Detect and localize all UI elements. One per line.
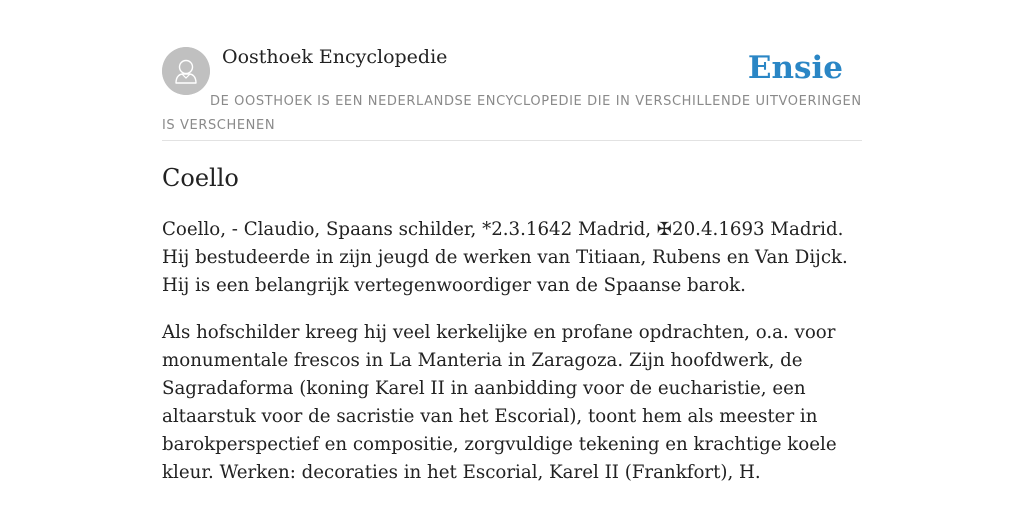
- source-description: DE OOSTHOEK IS EEN NEDERLANDSE ENCYCLOPEDIE DIE IN VERSCHILLENDE UITVOERINGEN IS VERSCHENEN: [162, 94, 862, 133]
- person-outline-icon: [162, 47, 210, 95]
- source-name-link[interactable]: Oosthoek Encyclopedie: [222, 46, 448, 68]
- page-content: [162, 0, 862, 483]
- source-header: [162, 0, 862, 141]
- user-avatar-icon[interactable]: [162, 47, 210, 95]
- article-paragraph: Als hofschilder kreeg hij veel kerkelijke en profane opdrachten, o.a. voor monumentale frescos in La Manteria in Zaragoza. Zijn hoofdwerk, de Sagradaforma (koning Karel II in aanbidding voor de eucharistie, een altaarstuk voor de sacristie van het Escorial), toont hem als meester in barokperspectief en compositie, zorgvuldige tekening en krachtige koele kleur. Werken: decoraties in het Escorial, Karel II (Frankfort), H.: [162, 322, 837, 483]
- article-body: [162, 216, 862, 506]
- article-title: Coello: [162, 164, 239, 192]
- ensie-logo[interactable]: Ensie: [747, 50, 843, 86]
- article-paragraph: Coello, - Claudio, Spaans schilder, *2.3.1642 Madrid, ✠20.4.1693 Madrid. Hij bestudeerde in zijn jeugd de werken van Titiaan, Rubens en Van Dijck. Hij is een belangrijk vertegenwoordiger van de Spaanse barok.: [162, 219, 848, 296]
